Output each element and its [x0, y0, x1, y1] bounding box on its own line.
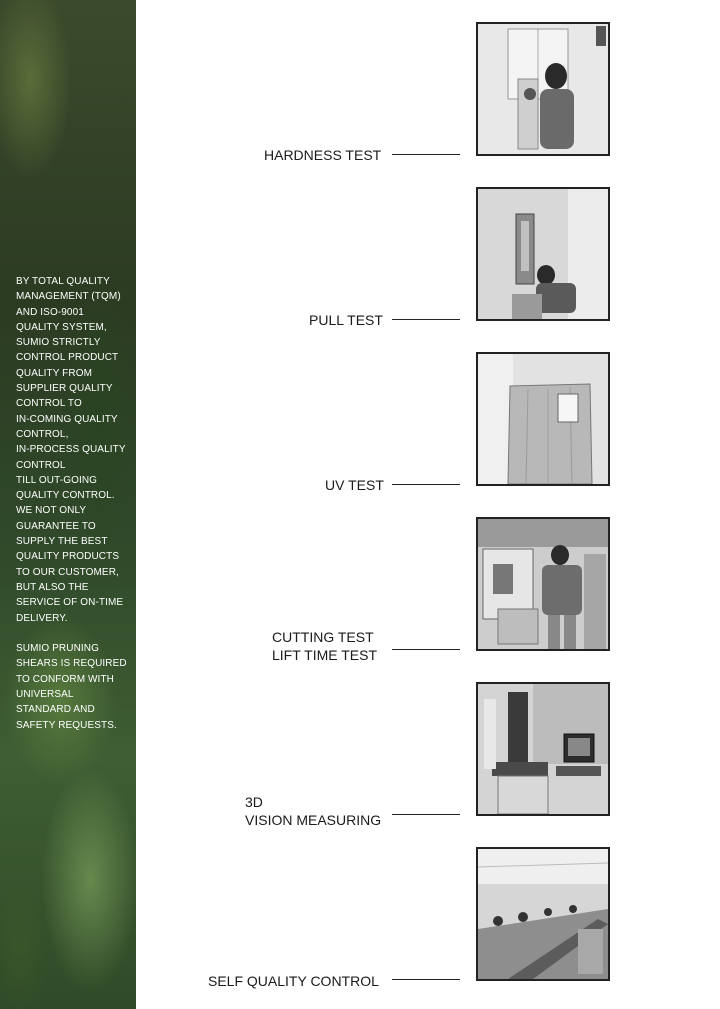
hardness-test-leader-line	[392, 154, 460, 155]
pull-test-photo	[476, 187, 610, 321]
tqm-paragraph: BY TOTAL QUALITY MANAGEMENT (TQM) AND ISO-9001 QUALITY SYSTEM, SUMIO STRICTLY CONTROL PRODUCT QUALITY FROM SUPPLIER QUALITY CONTROL TO IN-COMING QUALITY CONTROL, IN-PROCESS QUALITY CONTROL TILL OUT-GOING QUALITY CONTROL. WE NOT ONLY GUARANTEE TO SUPPLY THE BEST QUALITY PRODUCTS TO OUR CUSTOMER, BUT ALSO THE SERVICE OF ON-TIME DELIVERY.	[16, 276, 126, 624]
cutting-lift-test-label: CUTTING TEST LIFT TIME TEST	[272, 629, 378, 663]
cutting-lift-test-leader-line	[392, 649, 460, 650]
pull-test-label: PULL TEST	[309, 312, 383, 328]
self-quality-control-leader-line	[392, 979, 460, 980]
pull-test-leader-line	[392, 319, 460, 320]
hardness-test-photo	[476, 22, 610, 156]
vision-measuring-leader-line	[392, 814, 460, 815]
quality-statement	[16, 274, 132, 733]
self-quality-control-photo	[476, 847, 610, 981]
hardness-test-label: HARDNESS TEST	[264, 147, 382, 163]
standards-paragraph: SUMIO PRUNING SHEARS IS REQUIRED TO CONFORM WITH UNIVERSAL STANDARD AND SAFETY REQUESTS.	[16, 643, 127, 731]
vision-measuring-photo	[476, 682, 610, 816]
uv-test-leader-line	[392, 484, 460, 485]
vision-measuring-label: 3D VISION MEASURING	[245, 794, 382, 828]
green-foliage-sidebar	[0, 0, 136, 1009]
cutting-test-photo	[476, 517, 610, 651]
uv-test-photo	[476, 352, 610, 486]
uv-test-label: UV TEST	[325, 477, 384, 493]
self-quality-control-label: SELF QUALITY CONTROL	[208, 973, 379, 989]
